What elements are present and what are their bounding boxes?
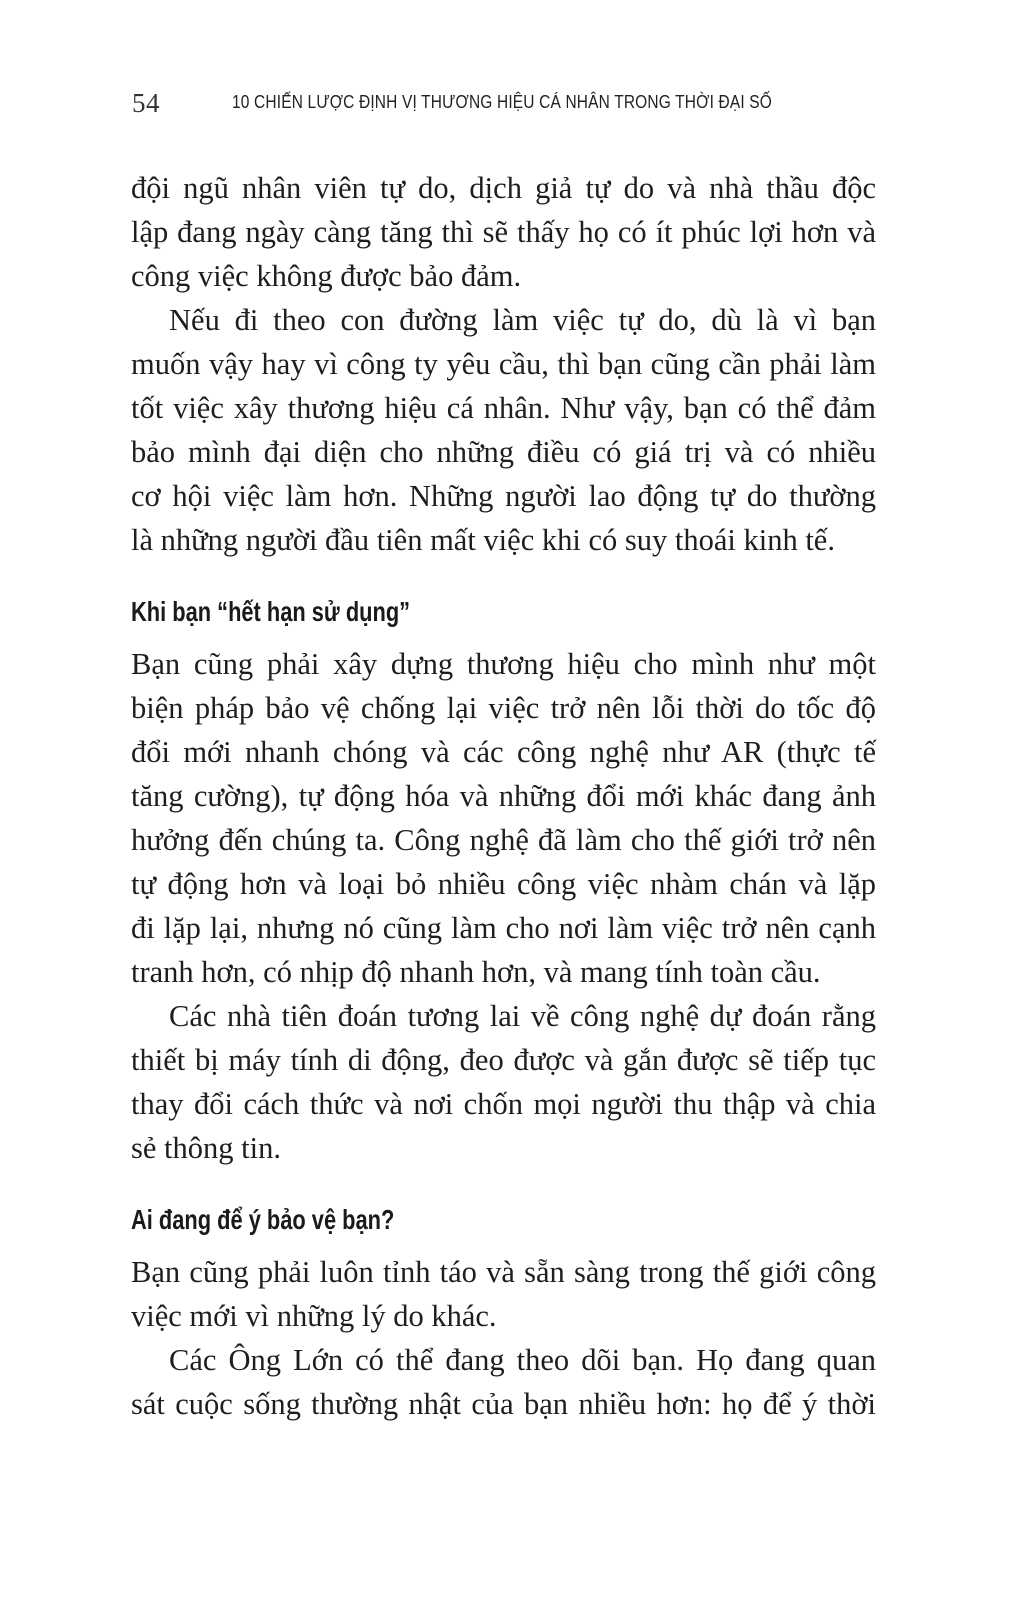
text-line: Bạn cũng phải xây dựng thương hiệu cho mình như một xyxy=(131,647,876,681)
paragraph xyxy=(131,1250,876,1338)
paragraph xyxy=(131,642,876,994)
running-head xyxy=(132,86,872,122)
text-line: là những người đầu tiên mất việc khi có suy thoái kinh tế. xyxy=(131,523,835,557)
running-title: 10 CHIẾN LƯỢC ĐỊNH VỊ THƯƠNG HIỆU CÁ NHÂN TRONG THỜI ĐẠI SỐ xyxy=(232,92,773,112)
text-line: thay đổi cách thức và nơi chốn mọi người thu thập và chia xyxy=(131,1087,876,1121)
paragraph xyxy=(131,994,876,1170)
text-line: bảo mình đại diện cho những điều có giá trị và có nhiều xyxy=(131,435,876,469)
text-line: lập đang ngày càng tăng thì sẽ thấy họ có ít phúc lợi hơn và xyxy=(131,215,876,249)
text-line: Các Ông Lớn có thể đang theo dõi bạn. Họ đang quan xyxy=(169,1343,876,1377)
text-line: Bạn cũng phải luôn tỉnh táo và sẵn sàng trong thế giới công xyxy=(131,1255,876,1289)
paragraph-continuation xyxy=(131,166,876,298)
text-line: hưởng đến chúng ta. Công nghệ đã làm cho thế giới trở nên xyxy=(131,823,876,857)
paragraph xyxy=(131,1338,876,1426)
paragraph-freelance xyxy=(131,298,876,562)
text-line: cơ hội việc làm hơn. Những người lao động tự do thường xyxy=(131,479,876,513)
text-line: biện pháp bảo vệ chống lại việc trở nên lỗi thời do tốc độ xyxy=(131,691,876,725)
text-line: tranh hơn, có nhịp độ nhanh hơn, và mang tính toàn cầu. xyxy=(131,955,821,989)
section-heading: Khi bạn “hết hạn sử dụng” xyxy=(131,596,411,627)
text-line: đi lặp lại, nhưng nó cũng làm cho nơi làm việc trở nên cạnh xyxy=(131,911,876,945)
section-who-protects xyxy=(131,1198,876,1426)
spacer xyxy=(131,1242,876,1250)
text-line: tăng cường), tự động hóa và những đổi mới khác đang ảnh xyxy=(131,779,876,813)
body-text xyxy=(131,166,876,1426)
text-line: tự động hơn và loại bỏ nhiều công việc nhàm chán và lặp xyxy=(131,867,876,901)
spacer xyxy=(131,562,876,590)
text-line: Nếu đi theo con đường làm việc tự do, dù là vì bạn xyxy=(169,303,876,337)
text-line: Các nhà tiên đoán tương lai về công nghệ dự đoán rằng xyxy=(169,999,876,1033)
page-number: 54 xyxy=(132,88,160,118)
text-line: sẻ thông tin. xyxy=(131,1131,281,1165)
section-heading: Ai đang để ý bảo vệ bạn? xyxy=(131,1204,395,1235)
text-line: đội ngũ nhân viên tự do, dịch giả tự do và nhà thầu độc xyxy=(131,171,876,205)
spacer xyxy=(131,1170,876,1198)
text-line: thiết bị máy tính di động, đeo được và gắn được sẽ tiếp tục xyxy=(131,1043,876,1077)
text-line: công việc không được bảo đảm. xyxy=(131,259,522,293)
text-line: đổi mới nhanh chóng và các công nghệ như AR (thực tế xyxy=(131,735,876,769)
text-line: sát cuộc sống thường nhật của bạn nhiều hơn: họ để ý thời xyxy=(131,1387,876,1421)
text-line: tốt việc xây thương hiệu cá nhân. Như vậy, bạn có thể đảm xyxy=(131,391,876,425)
section-expiry xyxy=(131,590,876,1170)
spacer xyxy=(131,634,876,642)
text-line: việc mới vì những lý do khác. xyxy=(131,1299,497,1333)
text-line: muốn vậy hay vì công ty yêu cầu, thì bạn cũng cần phải làm xyxy=(131,347,876,381)
